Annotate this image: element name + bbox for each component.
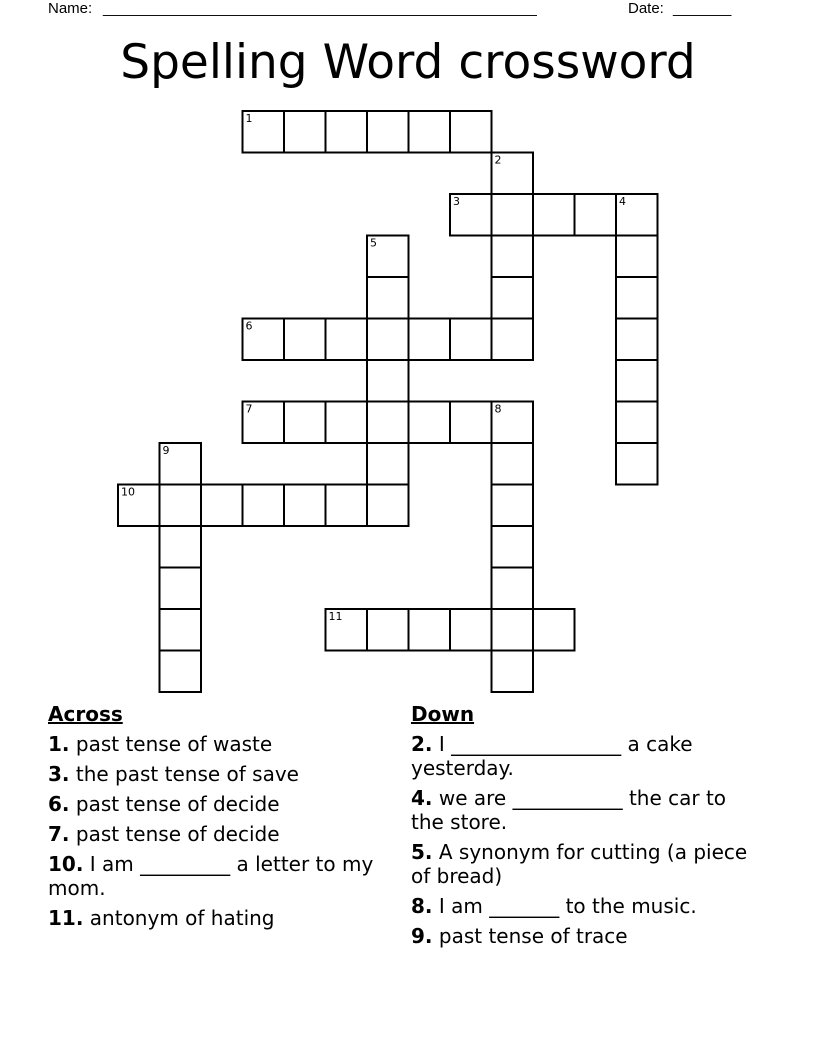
grid-cell[interactable] (492, 443, 534, 485)
date-field[interactable]: _______ (673, 0, 732, 17)
grid-cell[interactable] (616, 277, 658, 319)
grid-cell[interactable] (284, 111, 326, 153)
grid-cell[interactable] (367, 277, 409, 319)
clue-item: 5. A synonym for cutting (a piece of bread) (411, 840, 748, 888)
grid-cell[interactable] (492, 319, 534, 361)
grid-cell[interactable] (367, 485, 409, 527)
clue-number: 4 (619, 195, 626, 208)
grid-cell[interactable] (492, 194, 534, 236)
grid-cell[interactable] (326, 319, 368, 361)
name-field[interactable]: ____________________________________________________ (103, 0, 537, 17)
clue-item: 1. past tense of waste (48, 732, 273, 756)
clue-item: 4. we are ___________ the car to the store. (411, 786, 727, 834)
grid-cell[interactable] (616, 360, 658, 402)
grid-cell[interactable] (492, 568, 534, 610)
clue-number: 7 (245, 402, 253, 416)
grid-cell[interactable] (616, 319, 658, 361)
grid-cell[interactable] (284, 319, 326, 361)
clue-number: 3 (453, 195, 460, 208)
clue-item: 11. antonym of hating (48, 906, 275, 930)
clue-item: 10. I am _________ a letter to my mom. (48, 852, 374, 900)
grid-cell[interactable] (284, 485, 326, 527)
down-clues (411, 702, 756, 954)
clue-item: 3. the past tense of save (48, 762, 299, 786)
grid-cell[interactable] (533, 609, 575, 651)
grid-cell[interactable] (533, 194, 575, 236)
grid-cell[interactable] (409, 402, 451, 444)
grid-cell[interactable] (367, 111, 409, 153)
grid-cell[interactable] (492, 485, 534, 527)
grid-cell[interactable] (492, 651, 534, 693)
grid-cell[interactable] (160, 526, 202, 568)
clue-number: 8 (494, 402, 502, 416)
across-clues (48, 702, 393, 936)
grid-cell[interactable] (367, 402, 409, 444)
grid-cell[interactable] (409, 111, 451, 153)
name-label: Name: (48, 0, 93, 17)
clue-item: 8. I am _______ to the music. (411, 894, 697, 918)
grid-cell[interactable] (575, 194, 617, 236)
clue-number: 10 (121, 485, 135, 499)
clue-number: 6 (245, 319, 253, 333)
date-label: Date: (628, 0, 664, 17)
grid-cell[interactable] (450, 609, 492, 651)
grid-cell[interactable] (201, 485, 243, 527)
grid-cell[interactable] (367, 360, 409, 402)
grid-cell[interactable] (492, 609, 534, 651)
clue-item: 7. past tense of decide (48, 822, 280, 846)
grid-cell[interactable] (367, 319, 409, 361)
grid-cell[interactable] (160, 651, 202, 693)
clue-number: 2 (494, 153, 502, 167)
grid-cell[interactable] (409, 319, 451, 361)
grid-cell[interactable] (326, 485, 368, 527)
grid-cell[interactable] (243, 485, 285, 527)
grid-cell[interactable] (492, 526, 534, 568)
clue-item: 2. I _________________ a cake yesterday. (411, 732, 693, 780)
clue-item: 6. past tense of decide (48, 792, 280, 816)
grid-cell[interactable] (450, 319, 492, 361)
grid-cell[interactable] (616, 443, 658, 485)
grid-cell[interactable] (160, 609, 202, 651)
grid-cell[interactable] (616, 236, 658, 278)
grid-cell[interactable] (450, 111, 492, 153)
page-title: Spelling Word crossword (120, 35, 696, 90)
across-heading: Across (48, 702, 123, 726)
grid-cell[interactable] (367, 609, 409, 651)
grid-cell[interactable] (616, 402, 658, 444)
grid-cell[interactable] (284, 402, 326, 444)
clue-number: 1 (245, 112, 253, 125)
clue-item: 9. past tense of trace (411, 924, 628, 948)
grid-cell[interactable] (160, 485, 202, 527)
grid-cell[interactable] (492, 236, 534, 278)
grid-cell[interactable] (326, 402, 368, 444)
clue-number: 5 (370, 236, 377, 250)
clue-number: 9 (162, 444, 170, 457)
grid-cell[interactable] (492, 277, 534, 319)
clue-number: 11 (328, 610, 343, 623)
down-heading: Down (411, 702, 475, 726)
grid-cell[interactable] (367, 443, 409, 485)
grid-cell[interactable] (409, 609, 451, 651)
grid-cell[interactable] (160, 568, 202, 610)
grid-cell[interactable] (326, 111, 368, 153)
grid-cell[interactable] (450, 402, 492, 444)
